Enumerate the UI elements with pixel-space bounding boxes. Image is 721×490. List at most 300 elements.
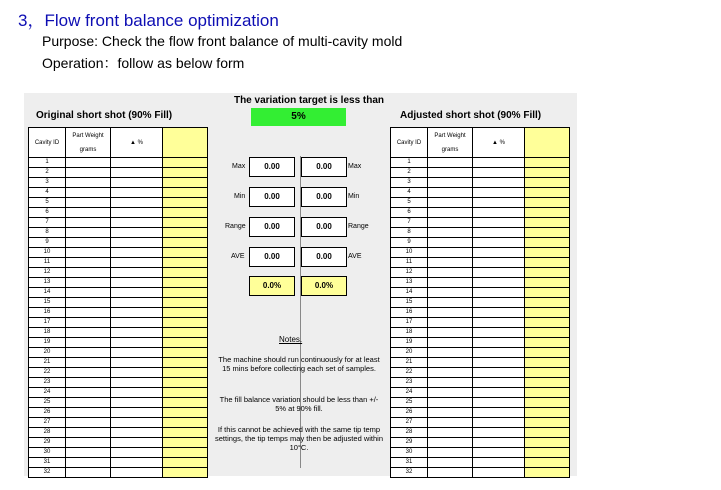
- blank-cell[interactable]: [525, 198, 570, 208]
- delta-percent-cell[interactable]: [473, 418, 525, 428]
- delta-percent-cell[interactable]: [111, 278, 163, 288]
- delta-percent-cell[interactable]: [111, 178, 163, 188]
- left-range-value: 0.00: [249, 217, 295, 237]
- part-weight-cell[interactable]: [428, 448, 473, 458]
- delta-percent-cell[interactable]: [473, 368, 525, 378]
- blank-cell[interactable]: [163, 438, 208, 448]
- blank-cell[interactable]: [163, 408, 208, 418]
- blank-cell[interactable]: [163, 198, 208, 208]
- table-row: [391, 198, 570, 208]
- cavity-id-cell: 13: [391, 278, 428, 288]
- delta-percent-cell[interactable]: [473, 468, 525, 478]
- cavity-id-cell: 30: [391, 448, 428, 458]
- blank-cell[interactable]: [163, 228, 208, 238]
- part-weight-cell[interactable]: [66, 248, 111, 258]
- table-row: [391, 378, 570, 388]
- delta-percent-cell[interactable]: [473, 228, 525, 238]
- delta-percent-cell[interactable]: [473, 438, 525, 448]
- blank-cell[interactable]: [163, 278, 208, 288]
- blank-cell[interactable]: [163, 328, 208, 338]
- part-weight-cell[interactable]: [66, 428, 111, 438]
- part-weight-cell[interactable]: [66, 268, 111, 278]
- part-weight-cell[interactable]: [428, 378, 473, 388]
- delta-percent-cell[interactable]: [473, 358, 525, 368]
- delta-percent-cell[interactable]: [111, 338, 163, 348]
- part-weight-cell[interactable]: [66, 278, 111, 288]
- cavity-id-cell: 9: [29, 238, 66, 248]
- part-weight-cell[interactable]: [66, 178, 111, 188]
- cavity-id-cell: 14: [29, 288, 66, 298]
- cavity-id-cell: 8: [391, 228, 428, 238]
- delta-percent-cell[interactable]: [473, 258, 525, 268]
- part-weight-cell[interactable]: [428, 428, 473, 438]
- blank-cell[interactable]: [525, 398, 570, 408]
- part-weight-cell[interactable]: [66, 338, 111, 348]
- blank-cell[interactable]: [525, 208, 570, 218]
- table-row: [391, 268, 570, 278]
- blank-cell[interactable]: [163, 258, 208, 268]
- blank-cell[interactable]: [163, 168, 208, 178]
- cavity-id-cell: 31: [391, 458, 428, 468]
- delta-percent-cell[interactable]: [473, 288, 525, 298]
- blank-cell[interactable]: [525, 278, 570, 288]
- table-row: [29, 248, 208, 258]
- blank-cell[interactable]: [163, 458, 208, 468]
- blank-cell[interactable]: [525, 178, 570, 188]
- table-row: [29, 398, 208, 408]
- table-row: [391, 158, 570, 168]
- cavity-id-cell: 10: [29, 248, 66, 258]
- part-weight-cell[interactable]: [66, 308, 111, 318]
- delta-percent-cell[interactable]: [473, 318, 525, 328]
- table-row: [391, 458, 570, 468]
- table-row: [29, 288, 208, 298]
- section-heading: [18, 6, 279, 31]
- part-weight-cell[interactable]: [428, 198, 473, 208]
- blank-cell[interactable]: [525, 228, 570, 238]
- blank-cell[interactable]: [525, 298, 570, 308]
- blank-cell[interactable]: [163, 348, 208, 358]
- cavity-id-cell: 10: [391, 248, 428, 258]
- blank-cell[interactable]: [525, 418, 570, 428]
- adjusted-table-title: Adjusted short shot (90% Fill): [400, 110, 542, 121]
- blank-cell[interactable]: [163, 428, 208, 438]
- blank-cell[interactable]: [525, 448, 570, 458]
- right-range-value: 0.00: [301, 217, 347, 237]
- delta-percent-cell[interactable]: [111, 368, 163, 378]
- part-weight-cell[interactable]: [428, 388, 473, 398]
- delta-percent-cell[interactable]: [111, 418, 163, 428]
- blank-cell[interactable]: [163, 468, 208, 478]
- table-row: [391, 328, 570, 338]
- blank-cell[interactable]: [525, 158, 570, 168]
- cavity-id-cell: 6: [29, 208, 66, 218]
- part-weight-cell[interactable]: [428, 438, 473, 448]
- part-weight-cell[interactable]: [428, 308, 473, 318]
- part-weight-cell[interactable]: [66, 238, 111, 248]
- part-weight-cell[interactable]: [66, 438, 111, 448]
- cavity-id-cell: 23: [391, 378, 428, 388]
- cavity-id-cell: 27: [391, 418, 428, 428]
- delta-percent-cell[interactable]: [111, 468, 163, 478]
- cavity-id-cell: 5: [391, 198, 428, 208]
- left-percent-value: 0.0%: [249, 276, 295, 296]
- part-weight-cell[interactable]: [66, 218, 111, 228]
- delta-percent-cell[interactable]: [111, 448, 163, 458]
- table-row: [29, 458, 208, 468]
- cavity-id-cell: 18: [391, 328, 428, 338]
- part-weight-cell[interactable]: [66, 228, 111, 238]
- cavity-id-cell: 22: [29, 368, 66, 378]
- cavity-id-cell: 1: [29, 158, 66, 168]
- delta-percent-cell[interactable]: [473, 348, 525, 358]
- cavity-id-cell: 14: [391, 288, 428, 298]
- table-row: [391, 348, 570, 358]
- delta-percent-cell[interactable]: [111, 218, 163, 228]
- cavity-id-cell: 18: [29, 328, 66, 338]
- table-row: [391, 288, 570, 298]
- blank-cell[interactable]: [163, 208, 208, 218]
- blank-cell[interactable]: [525, 308, 570, 318]
- cavity-id-cell: 28: [391, 428, 428, 438]
- cavity-id-cell: 13: [29, 278, 66, 288]
- part-weight-cell[interactable]: [428, 398, 473, 408]
- cavity-id-cell: 32: [29, 468, 66, 478]
- cavity-id-cell: 32: [391, 468, 428, 478]
- section-number: 3，: [18, 11, 45, 30]
- left-ave-value: 0.00: [249, 247, 295, 267]
- blank-cell[interactable]: [163, 338, 208, 348]
- part-weight-cell[interactable]: [66, 298, 111, 308]
- blank-cell[interactable]: [525, 248, 570, 258]
- part-weight-cell[interactable]: [428, 188, 473, 198]
- delta-percent-cell[interactable]: [111, 398, 163, 408]
- table-row: [29, 258, 208, 268]
- delta-percent-cell[interactable]: [111, 168, 163, 178]
- table-row: [29, 198, 208, 208]
- cavity-id-cell: 8: [29, 228, 66, 238]
- part-weight-cell[interactable]: [66, 348, 111, 358]
- delta-percent-cell[interactable]: [473, 218, 525, 228]
- delta-percent-cell[interactable]: [111, 458, 163, 468]
- table-row: [391, 168, 570, 178]
- part-weight-cell[interactable]: [66, 388, 111, 398]
- cavity-id-cell: 21: [391, 358, 428, 368]
- delta-percent-cell[interactable]: [111, 198, 163, 208]
- delta-percent-cell[interactable]: [111, 438, 163, 448]
- part-weight-cell[interactable]: [428, 368, 473, 378]
- delta-percent-cell[interactable]: [111, 158, 163, 168]
- part-weight-cell[interactable]: [428, 258, 473, 268]
- delta-percent-cell[interactable]: [473, 448, 525, 458]
- blank-cell[interactable]: [163, 158, 208, 168]
- cavity-id-cell: 1: [391, 158, 428, 168]
- part-weight-cell[interactable]: [66, 378, 111, 388]
- delta-percent-cell[interactable]: [473, 338, 525, 348]
- part-weight-cell[interactable]: [66, 448, 111, 458]
- blank-cell[interactable]: [525, 458, 570, 468]
- blank-cell[interactable]: [525, 238, 570, 248]
- part-weight-cell[interactable]: [428, 238, 473, 248]
- part-weight-cell[interactable]: [428, 338, 473, 348]
- part-weight-cell[interactable]: [428, 248, 473, 258]
- blank-cell[interactable]: [525, 338, 570, 348]
- note-item: The machine should run continuously for at least 15 mins before collecting each set of samples.: [218, 355, 380, 373]
- cavity-id-cell: 24: [391, 388, 428, 398]
- part-weight-cell[interactable]: [66, 198, 111, 208]
- delta-percent-cell[interactable]: [473, 328, 525, 338]
- delta-percent-cell[interactable]: [473, 168, 525, 178]
- delta-percent-cell[interactable]: [473, 198, 525, 208]
- cavity-id-cell: 25: [29, 398, 66, 408]
- delta-percent-cell[interactable]: [473, 238, 525, 248]
- table-row: [29, 368, 208, 378]
- blank-cell[interactable]: [163, 298, 208, 308]
- part-weight-cell[interactable]: [66, 208, 111, 218]
- delta-percent-cell[interactable]: [473, 208, 525, 218]
- cavity-id-header: Cavity ID: [391, 128, 428, 158]
- blank-cell[interactable]: [525, 368, 570, 378]
- blank-cell[interactable]: [163, 218, 208, 228]
- table-row: [29, 218, 208, 228]
- table-row: [391, 318, 570, 328]
- blank-cell[interactable]: [163, 378, 208, 388]
- part-weight-cell[interactable]: [66, 368, 111, 378]
- blank-cell[interactable]: [525, 268, 570, 278]
- part-weight-cell[interactable]: [428, 178, 473, 188]
- part-weight-cell[interactable]: [428, 228, 473, 238]
- cavity-id-cell: 19: [29, 338, 66, 348]
- left-range-label: Range: [225, 223, 246, 230]
- blank-header: [163, 128, 208, 158]
- blank-cell[interactable]: [163, 358, 208, 368]
- table-row: [391, 418, 570, 428]
- blank-cell[interactable]: [525, 218, 570, 228]
- cavity-id-cell: 23: [29, 378, 66, 388]
- blank-cell[interactable]: [525, 388, 570, 398]
- delta-percent-cell[interactable]: [111, 238, 163, 248]
- blank-cell[interactable]: [163, 308, 208, 318]
- blank-cell[interactable]: [163, 238, 208, 248]
- part-weight-cell[interactable]: [66, 328, 111, 338]
- table-row: [391, 388, 570, 398]
- table-row: [391, 358, 570, 368]
- left-min-label: Min: [234, 193, 246, 200]
- delta-percent-cell[interactable]: [111, 428, 163, 438]
- cavity-id-cell: 19: [391, 338, 428, 348]
- delta-percent-cell[interactable]: [111, 408, 163, 418]
- blank-cell[interactable]: [525, 348, 570, 358]
- blank-cell[interactable]: [163, 368, 208, 378]
- cavity-id-cell: 26: [29, 408, 66, 418]
- table-row: [29, 328, 208, 338]
- blank-cell[interactable]: [525, 438, 570, 448]
- blank-cell[interactable]: [163, 398, 208, 408]
- right-max-label: Max: [348, 163, 362, 170]
- table-row: [29, 298, 208, 308]
- delta-percent-cell[interactable]: [111, 328, 163, 338]
- delta-percent-cell[interactable]: [111, 378, 163, 388]
- note-item: The fill balance variation should be less than +/- 5% at 90% fill.: [219, 395, 379, 413]
- right-ave-label: AVE: [348, 253, 362, 260]
- table-row: [391, 468, 570, 478]
- blank-cell[interactable]: [525, 428, 570, 438]
- delta-percent-cell[interactable]: [111, 258, 163, 268]
- blank-cell[interactable]: [525, 168, 570, 178]
- part-weight-cell[interactable]: [428, 218, 473, 228]
- delta-percent-cell[interactable]: [473, 158, 525, 168]
- delta-percent-cell[interactable]: [473, 378, 525, 388]
- table-row: [29, 228, 208, 238]
- table-row: [391, 368, 570, 378]
- table-row: [29, 378, 208, 388]
- delta-percent-cell[interactable]: [111, 288, 163, 298]
- delta-percent-cell[interactable]: [473, 398, 525, 408]
- table-row: [391, 408, 570, 418]
- delta-percent-cell[interactable]: [111, 308, 163, 318]
- part-weight-cell[interactable]: [428, 328, 473, 338]
- blank-cell[interactable]: [525, 468, 570, 478]
- part-weight-cell[interactable]: [66, 458, 111, 468]
- blank-cell[interactable]: [163, 288, 208, 298]
- delta-percent-cell[interactable]: [111, 298, 163, 308]
- blank-cell[interactable]: [163, 188, 208, 198]
- part-weight-cell[interactable]: [428, 358, 473, 368]
- blank-cell[interactable]: [163, 418, 208, 428]
- delta-percent-cell[interactable]: [473, 188, 525, 198]
- part-weight-cell[interactable]: [428, 288, 473, 298]
- delta-percent-cell[interactable]: [111, 358, 163, 368]
- delta-percent-cell[interactable]: [111, 268, 163, 278]
- delta-percent-cell[interactable]: [473, 248, 525, 258]
- blank-cell[interactable]: [163, 268, 208, 278]
- part-weight-cell[interactable]: [66, 288, 111, 298]
- delta-percent-cell[interactable]: [111, 228, 163, 238]
- table-row: [29, 238, 208, 248]
- part-weight-label: Part Weight: [434, 132, 466, 139]
- part-weight-cell[interactable]: [428, 168, 473, 178]
- cavity-id-cell: 28: [29, 428, 66, 438]
- part-weight-cell[interactable]: [66, 418, 111, 428]
- cavity-id-cell: 3: [391, 178, 428, 188]
- blank-cell[interactable]: [163, 388, 208, 398]
- right-ave-value: 0.00: [301, 247, 347, 267]
- cavity-id-cell: 9: [391, 238, 428, 248]
- part-weight-cell[interactable]: [428, 458, 473, 468]
- cavity-id-cell: 17: [391, 318, 428, 328]
- cavity-id-cell: 5: [29, 198, 66, 208]
- adjusted-short-shot-table: [390, 127, 570, 478]
- table-row: [391, 218, 570, 228]
- cavity-id-cell: 16: [29, 308, 66, 318]
- part-weight-cell[interactable]: [428, 298, 473, 308]
- part-weight-cell[interactable]: [66, 258, 111, 268]
- table-row: [29, 348, 208, 358]
- delta-percent-cell[interactable]: [111, 208, 163, 218]
- part-weight-cell[interactable]: [66, 318, 111, 328]
- table-row: [391, 278, 570, 288]
- part-weight-cell[interactable]: [66, 408, 111, 418]
- blank-cell[interactable]: [163, 178, 208, 188]
- part-weight-header: [66, 128, 111, 158]
- delta-percent-cell[interactable]: [111, 388, 163, 398]
- part-weight-cell[interactable]: [428, 348, 473, 358]
- part-weight-cell[interactable]: [66, 358, 111, 368]
- blank-cell[interactable]: [525, 408, 570, 418]
- part-weight-cell[interactable]: [428, 268, 473, 278]
- table-row: [391, 208, 570, 218]
- delta-percent-cell[interactable]: [473, 268, 525, 278]
- blank-cell[interactable]: [525, 258, 570, 268]
- part-weight-cell[interactable]: [66, 398, 111, 408]
- table-row: [391, 188, 570, 198]
- table-row: [391, 438, 570, 448]
- part-weight-cell[interactable]: [66, 158, 111, 168]
- blank-cell[interactable]: [163, 248, 208, 258]
- delta-percent-cell[interactable]: [473, 298, 525, 308]
- cavity-id-cell: 15: [391, 298, 428, 308]
- part-weight-cell[interactable]: [428, 208, 473, 218]
- cavity-id-cell: 7: [29, 218, 66, 228]
- table-row: [29, 278, 208, 288]
- table-row: [29, 158, 208, 168]
- delta-percent-header: ▲ %: [473, 128, 525, 158]
- part-weight-cell[interactable]: [428, 278, 473, 288]
- part-weight-cell[interactable]: [428, 468, 473, 478]
- table-row: [391, 178, 570, 188]
- cavity-id-header: Cavity ID: [29, 128, 66, 158]
- part-weight-cell[interactable]: [428, 408, 473, 418]
- delta-percent-cell[interactable]: [473, 308, 525, 318]
- delta-percent-cell[interactable]: [473, 428, 525, 438]
- delta-percent-cell[interactable]: [473, 178, 525, 188]
- cavity-id-cell: 24: [29, 388, 66, 398]
- blank-cell[interactable]: [163, 318, 208, 328]
- delta-percent-cell[interactable]: [111, 318, 163, 328]
- table-row: [29, 338, 208, 348]
- left-min-value: 0.00: [249, 187, 295, 207]
- cavity-id-cell: 3: [29, 178, 66, 188]
- part-weight-cell[interactable]: [66, 168, 111, 178]
- table-row: [391, 308, 570, 318]
- delta-percent-cell[interactable]: [111, 348, 163, 358]
- delta-percent-cell[interactable]: [111, 248, 163, 258]
- delta-percent-cell[interactable]: [473, 388, 525, 398]
- right-min-label: Min: [348, 193, 360, 200]
- left-ave-label: AVE: [231, 253, 245, 260]
- part-weight-cell[interactable]: [428, 318, 473, 328]
- delta-percent-cell[interactable]: [111, 188, 163, 198]
- part-weight-cell[interactable]: [428, 418, 473, 428]
- blank-cell[interactable]: [525, 358, 570, 368]
- part-weight-header: [428, 128, 473, 158]
- blank-cell[interactable]: [525, 188, 570, 198]
- part-weight-cell[interactable]: [428, 158, 473, 168]
- cavity-id-cell: 4: [391, 188, 428, 198]
- blank-cell[interactable]: [525, 328, 570, 338]
- part-weight-cell[interactable]: [66, 468, 111, 478]
- delta-percent-cell[interactable]: [473, 408, 525, 418]
- delta-percent-cell[interactable]: [473, 458, 525, 468]
- blank-cell[interactable]: [163, 448, 208, 458]
- blank-cell[interactable]: [525, 288, 570, 298]
- blank-cell[interactable]: [525, 318, 570, 328]
- table-row: [29, 408, 208, 418]
- part-weight-cell[interactable]: [66, 188, 111, 198]
- table-row: [391, 258, 570, 268]
- delta-percent-cell[interactable]: [473, 278, 525, 288]
- blank-cell[interactable]: [525, 378, 570, 388]
